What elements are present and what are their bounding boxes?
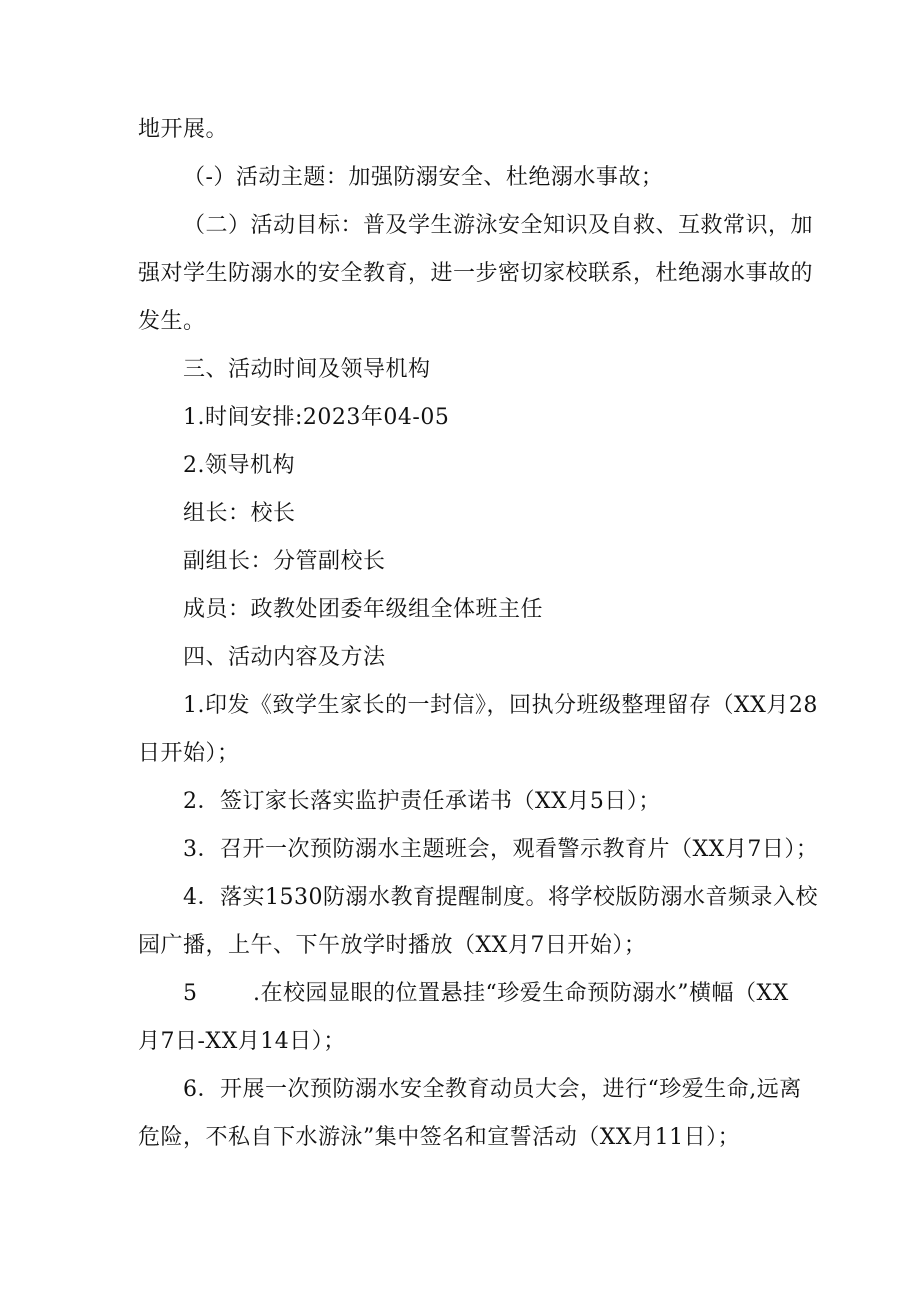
text-line: 地开展。 bbox=[138, 117, 229, 142]
text-line: 2．签订家长落实监护责任承诺书（XX月5日）； bbox=[183, 789, 661, 814]
text-line: 2.领导机构 bbox=[183, 453, 295, 478]
text-line: （-）活动主题：加强防溺安全、杜绝溺水事故； bbox=[183, 165, 664, 190]
text-line: 危险，不私自下水游泳”集中签名和宣誓活动（XX月11日）； bbox=[138, 1125, 741, 1150]
item-number: 5 bbox=[183, 981, 198, 1006]
text-line: 4．落实1530防溺水教育提醒制度。将学校版防溺水音频录入校 bbox=[183, 885, 818, 910]
text-line: 日开始）； bbox=[138, 741, 240, 766]
text-line: 1.时间安排:2023年04-05 bbox=[183, 405, 450, 430]
section-heading: 四、活动内容及方法 bbox=[183, 645, 386, 670]
text-line: 3．召开一次预防溺水主题班会，观看警示教育片（XX月7日）； bbox=[183, 837, 819, 862]
text-line: 组长：校长 bbox=[183, 501, 296, 526]
text-line: 园广播，上午、下午放学时播放（XX月7日开始）； bbox=[138, 933, 647, 958]
text-line: 成员：政教处团委年级组全体班主任 bbox=[183, 597, 544, 622]
text-line-item-5 bbox=[183, 979, 789, 1009]
text-line: 月7日-XX月14日）； bbox=[138, 1029, 346, 1054]
item-text: .在校园显眼的位置悬挂“珍爱生命预防溺水”横幅（XX bbox=[253, 981, 789, 1006]
text-line: 发生。 bbox=[138, 309, 206, 334]
section-heading: 三、活动时间及领导机构 bbox=[183, 357, 431, 382]
text-line: （二）活动目标：普及学生游泳安全知识及自救、互救常识，加 bbox=[183, 213, 814, 238]
text-line: 6．开展一次预防溺水安全教育动员大会，进行“珍爱生命,远离 bbox=[183, 1077, 802, 1102]
text-line: 1.印发《致学生家长的一封信》，回执分班级整理留存（XX月28 bbox=[183, 693, 818, 718]
text-line: 强对学生防溺水的安全教育，进一步密切家校联系，杜绝溺水事故的 bbox=[138, 261, 814, 286]
text-line: 副组长：分管副校长 bbox=[183, 549, 386, 574]
